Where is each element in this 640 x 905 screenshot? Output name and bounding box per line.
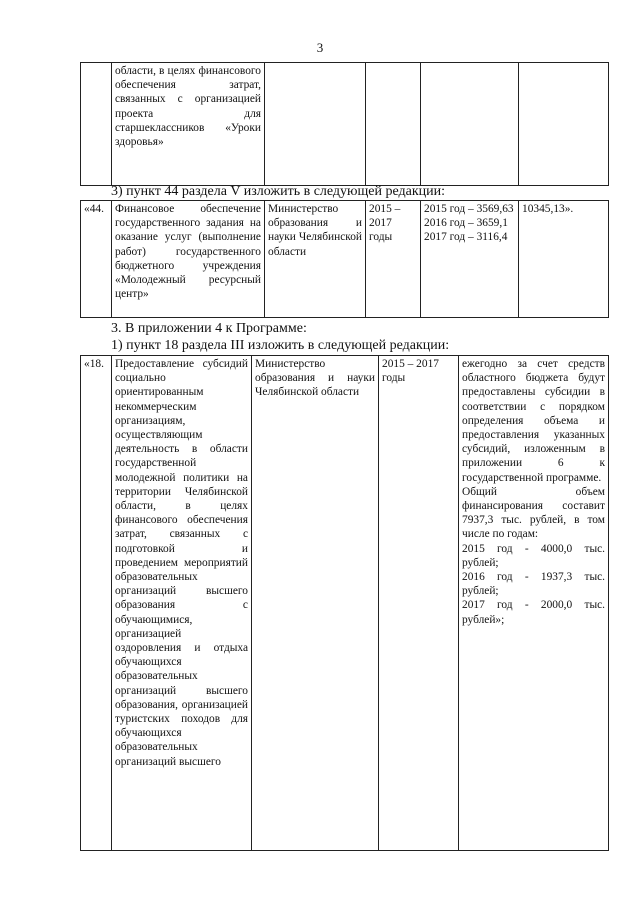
paragraph-point-18: 1) пункт 18 раздела III изложить в следующей редакции: xyxy=(111,338,450,353)
cell-total: 10345,13». xyxy=(519,201,609,318)
cell-period: 2015 – 2017 годы xyxy=(379,356,459,851)
table-row xyxy=(81,63,609,186)
cell-years: 2015 год – 3569,63 2016 год – 3659,1 2017 год – 3116,4 xyxy=(421,201,519,318)
table-point-44 xyxy=(80,200,609,318)
funding-2015: 2015 год - 4000,0 тыс. рублей; xyxy=(462,542,605,569)
table-continuation xyxy=(80,62,609,186)
cell-num: «44. xyxy=(81,201,112,318)
paragraph-point-44: 3) пункт 44 раздела V изложить в следующей редакции: xyxy=(111,184,446,199)
cell-description: Предоставление субсидий социально ориентированным некоммерческим организациям, осуществляющим деятельность в области государственной молодежной политики на территории Челябинской области, в целях финансового обеспечения затрат, связанных с подготовкой и проведением мероприятий образовательных организаций высшего образования с обучающимися, организацией оздоровления и отдыха обучающихся образовательных организаций высшего образования, организацией туристских походов для обучающихся образовательных организаций высшего xyxy=(112,356,252,851)
table-row xyxy=(81,356,609,851)
paragraph-appendix-4: 3. В приложении 4 к Программе: xyxy=(111,321,307,336)
cell-num xyxy=(81,63,112,186)
funding-2017: 2017 год - 2000,0 тыс. рублей»; xyxy=(462,599,605,626)
page-number: 3 xyxy=(316,40,324,55)
table-point-18 xyxy=(80,355,609,851)
funding-2016: 2016 год - 1937,3 тыс. рублей; xyxy=(462,571,605,598)
cell-period: 2015 – 2017 годы xyxy=(366,201,421,318)
cell-years xyxy=(421,63,519,186)
cell-description: Финансовое обеспечение государственного задания на оказание услуг (выполнение работ) государственного бюджетного учреждения «Молодежный ресурсный центр» xyxy=(112,201,265,318)
cell-executor: Министерство образования и науки Челябинской области xyxy=(265,201,366,318)
cell-description: области, в целях финансового обеспечения затрат, связанных с организацией проекта для старшеклассников «Уроки здоровья» xyxy=(112,63,265,186)
cell-executor: Министерство образования и науки Челябинской области xyxy=(252,356,379,851)
table-row xyxy=(81,201,609,318)
funding-total: Общий объем финансирования составит 7937,3 тыс. рублей, в том числе по годам: xyxy=(462,485,605,541)
cell-period xyxy=(366,63,421,186)
cell-num: «18. xyxy=(81,356,112,851)
cell-funding xyxy=(459,356,609,851)
cell-total xyxy=(519,63,609,186)
funding-text: ежегодно за счет средств областного бюджета будут предоставлены субсидии в соответствии с порядком определения объема и предоставления указанных субсидий, изложенным в приложении 6 к государственной программе. xyxy=(462,358,605,484)
cell-executor xyxy=(265,63,366,186)
